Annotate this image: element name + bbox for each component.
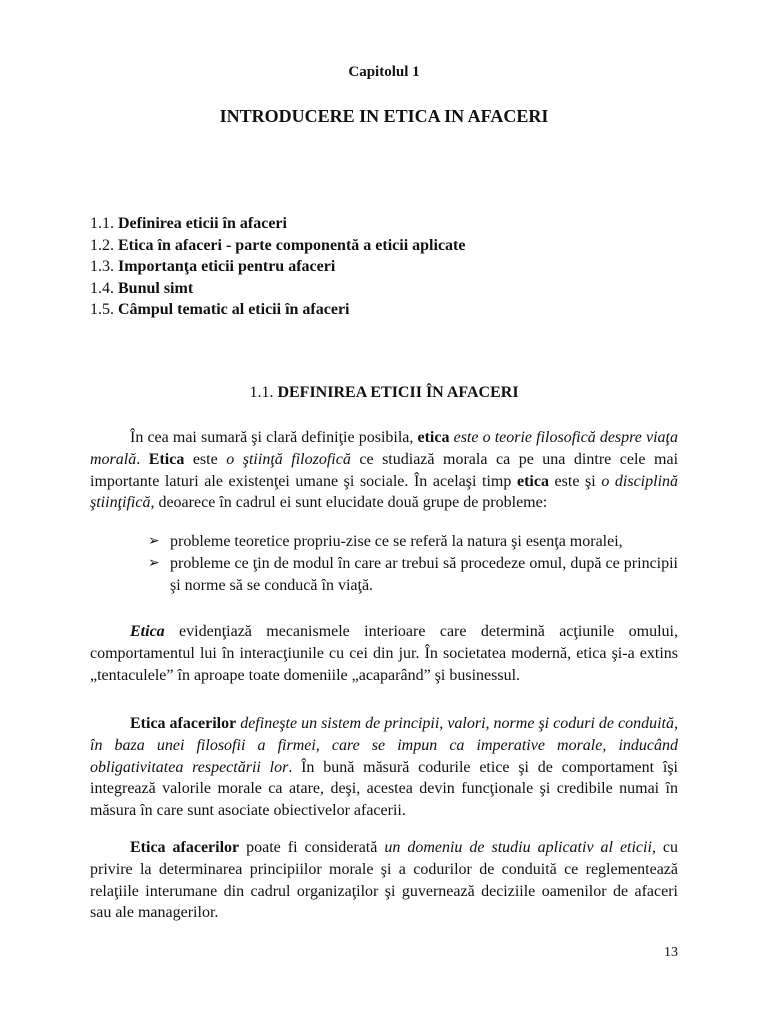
paragraph-mechanisms — [90, 621, 678, 686]
toc-item-number: 1.2. — [90, 236, 114, 254]
text-run: Etica — [130, 623, 165, 640]
toc-item-title: Câmpul tematic al eticii în afaceri — [118, 301, 350, 318]
section-heading — [0, 384, 768, 402]
text-run: Etica afacerilor — [130, 715, 237, 732]
text-run: , deoarece în cadrul ei sunt elucidate două grupe de probleme: — [150, 494, 548, 512]
page-number: 13 — [664, 945, 678, 960]
toc-item-title: Etica în afaceri - parte componentă a eticii aplicate — [118, 236, 466, 254]
text-run: ce studiază morala ca pe una dintre cele mai importante laturi ale existenţei umane şi sociale. În acelaşi timp — [90, 450, 679, 490]
bullet-item: ➢ probleme ce ţin de modul în care ar trebui să procedeze omul, după ce principii şi norme să se conducă în viaţă. — [148, 553, 678, 597]
toc-item — [90, 299, 465, 321]
text-run: o ştiinţă filozofică — [226, 450, 351, 468]
chapter-label: Capitolul 1 — [348, 64, 420, 80]
toc-item — [90, 256, 465, 278]
text-run: , cu privire la determinarea principiilor morale şi a codurilor de conduită ce reglementează relaţiile interumane din cadrul organizaţilor şi guvernează deciziile oamenilor de afaceri sau ale managerilor. — [90, 839, 679, 922]
paragraph-applied-domain — [90, 837, 678, 924]
text-run: evidenţiază mecanismele interioare care determină acţiunile omului, comportamentul lui în interacţiunile cu cei din jur. În societatea modernă, etica şi-a extins „tentaculele” în aproape toate domeniile „acaparând” şi businessul. — [90, 623, 678, 684]
table-of-contents — [90, 213, 465, 321]
toc-item-number: 1.3. — [90, 258, 114, 275]
toc-item-number: 1.4. — [90, 279, 114, 297]
text-run: etica — [516, 472, 549, 490]
toc-item-number: 1.5. — [90, 301, 114, 318]
toc-item — [90, 213, 465, 235]
paragraph-business-ethics — [90, 713, 678, 822]
text-run: . — [136, 450, 149, 468]
bullet-item: ➢ probleme teoretice propriu-zise ce se referă la natura şi esenţa moralei, — [148, 531, 678, 553]
toc-item-title: Bunul simt — [118, 279, 194, 297]
toc-item-title: Importanţa eticii pentru afaceri — [118, 258, 336, 275]
section-number: 1.1. — [249, 384, 274, 401]
bullet-list — [148, 531, 678, 596]
toc-item — [90, 235, 465, 257]
text-run: o disciplină ştiinţifică — [90, 472, 679, 512]
toc-item-number: 1.1. — [90, 215, 114, 232]
text-run: este — [184, 450, 227, 468]
text-run: . În bună măsură codurile etice şi de comportament îşi integrează valorile morale ca atare, deşi, acestea devin funcţionale şi credibile numai în măsura în care sunt asociate obiectivelor afacerii. — [90, 758, 679, 820]
text-run: Etica afacerilor — [130, 839, 240, 856]
section-title: DEFINIREA ETICII ÎN AFACERI — [277, 384, 519, 401]
text-run: un domeniu de studiu aplicativ al eticii — [384, 839, 652, 856]
text-run: etica — [417, 429, 450, 446]
text-run: În cea mai sumară şi clară definiţie posibila, — [130, 429, 418, 446]
text-run: poate fi considerată — [239, 839, 385, 856]
toc-item — [90, 278, 465, 300]
text-run: este şi — [548, 472, 602, 490]
paragraph-definition — [90, 427, 678, 514]
text-run: Etica — [148, 450, 185, 468]
text-run: defineşte un sistem de principii, valori, norme şi coduri de conduită, în baza unei filosofii a firmei, care se impun ca imperative morale, inducând obligativitatea respectării lor — [90, 715, 679, 776]
text-run: este o teorie filosofică despre viaţa morală — [90, 429, 678, 468]
toc-item-title: Definirea eticii în afaceri — [118, 215, 287, 232]
page-title: INTRODUCERE IN ETICA IN AFACERI — [219, 106, 549, 126]
